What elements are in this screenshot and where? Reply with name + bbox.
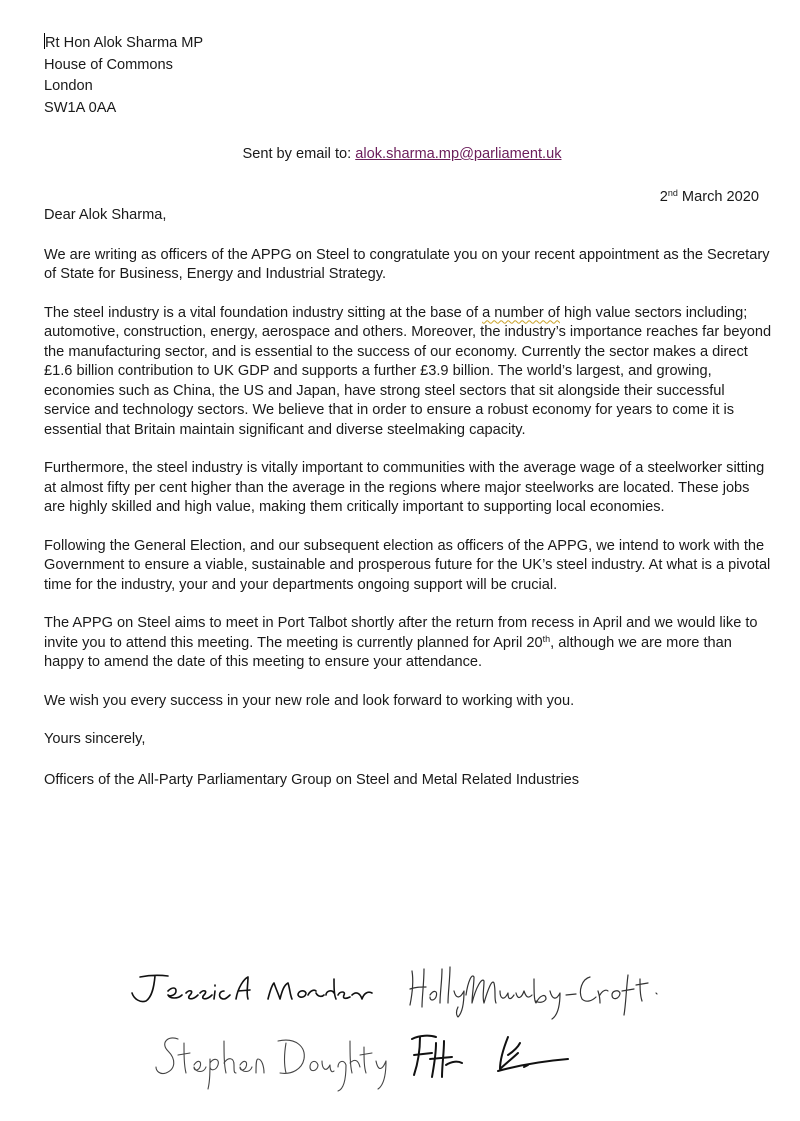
recipient-postcode: SW1A 0AA — [44, 99, 117, 116]
letter-date — [660, 188, 759, 205]
date-month-year: March 2020 — [677, 189, 759, 205]
signature-stephen-doughty — [156, 1038, 386, 1091]
paragraph-steel-industry-end: high value sectors including; automotive, construction, energy, aerospace and others. Moreover, the industry’s importance reaches far beyond the manufacturing sector, and is essential to the success of our economy. Currently the sector makes a direct £1.6 billion contribution to UK GDP and supports a further £3.9 billion. The world’s largest, and growing, economies such as China, the US and Japan, have strong steel sectors that sit alongside their successful service and technology sectors. We believe that in order to ensure a robust economy for years to come it is essential that Britain maintain significant and diverse steelmaking capacity. — [44, 304, 772, 438]
recipient-address-line-2: House of Commons — [44, 56, 173, 73]
paragraph-meeting-start: The APPG on Steel aims to meet in Port Talbot shortly after the return from recess in April and we would like to invite you to attend this meeting. The meeting is currently planned for April 20 — [44, 615, 758, 651]
sender-group: Officers of the All-Party Parliamentary Group on Steel and Metal Related Industries — [44, 771, 580, 788]
date-day: 2 — [659, 189, 668, 205]
recipient-name: Rt Hon Alok Sharma MP — [45, 35, 204, 51]
closing: Yours sincerely, — [44, 731, 146, 747]
paragraph-steel-industry-start: The steel industry is a vital foundation industry sitting at the base of — [44, 304, 483, 321]
paragraph-steel-industry — [44, 304, 774, 441]
meeting-date-suffix: th — [542, 633, 551, 644]
recipient-email-link[interactable]: alok.sharma.mp@parliament.uk — [355, 146, 562, 162]
grammar-flagged-text[interactable]: a number of — [482, 304, 560, 321]
recipient-address — [44, 33, 203, 119]
recipient-name-line — [44, 33, 203, 55]
signature-jessica-morden — [132, 975, 372, 1001]
sent-by-email-line — [0, 146, 800, 162]
paragraph-good-wishes: We wish you every success in your new role and look forward to working with you. — [44, 692, 575, 709]
paragraph-general-election: Following the General Election, and our subsequent election as officers of the APPG, we intend to work with the Government to ensure a viable, sustainable and prosperous future for the UK’s steel industry. At what is a pivotal time for the industry, your and your departments ongoing support will be crucial. — [44, 537, 771, 593]
salutation: Dear Alok Sharma, — [44, 207, 167, 223]
date-day-suffix: nd — [667, 188, 678, 198]
paragraph-congratulations: We are writing as officers of the APPG on Steel to congratulate you on your recent appointment as the Secretary of State for Business, Energy and Industrial Strategy. — [44, 246, 770, 282]
letter-body — [44, 206, 774, 809]
signatures-area — [0, 955, 800, 1105]
paragraph-meeting-end: , although we are more than happy to amend the date of this meeting to ensure your attendance. — [44, 634, 732, 670]
recipient-address-line-3: London — [44, 78, 93, 94]
signature-initials — [412, 1036, 568, 1077]
paragraph-communities: Furthermore, the steel industry is vitally important to communities with the average wage of a steelworker sitting at almost fifty per cent higher than the average in the regions where major steelworks are located. These jobs are highly skilled and high value, making them critically important to supporting local economies. — [44, 460, 765, 515]
signature-holly-mumby-croft — [410, 967, 657, 1019]
sent-by-label: Sent by email to: — [242, 146, 356, 162]
paragraph-meeting-invitation — [44, 614, 774, 673]
